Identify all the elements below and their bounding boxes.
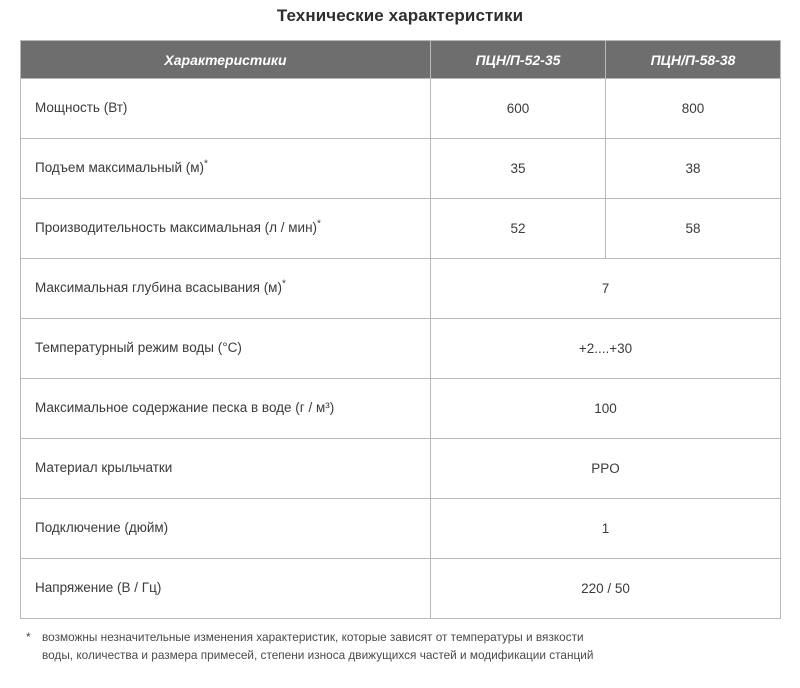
table-row xyxy=(21,379,781,439)
table-row xyxy=(21,439,781,499)
table-row xyxy=(21,559,781,619)
table-row xyxy=(21,79,781,139)
cell-value-model-1: 35 xyxy=(431,139,606,199)
table-row xyxy=(21,139,781,199)
cell-parameter xyxy=(21,259,431,319)
column-header-parameter: Характеристики xyxy=(21,41,431,79)
cell-parameter xyxy=(21,139,431,199)
cell-parameter xyxy=(21,499,431,559)
parameter-label: Подъем максимальный (м) xyxy=(35,160,205,176)
table-row xyxy=(21,319,781,379)
parameter-label: Напряжение (В / Гц) xyxy=(35,580,162,596)
footnote-line-1: возможны незначительные изменения характеристик, которые зависят от температуры и вязкости xyxy=(42,630,584,644)
table-header xyxy=(21,41,781,79)
cell-parameter xyxy=(21,79,431,139)
cell-parameter xyxy=(21,559,431,619)
column-header-model-2: ПЦН/П-58-38 xyxy=(606,41,781,79)
cell-value-shared: 100 xyxy=(431,379,781,439)
parameter-label: Максимальная глубина всасывания (м) xyxy=(35,280,282,296)
footnote-line-2: воды, количества и размера примесей, степени износа движущихся частей и модификации станций xyxy=(42,648,594,663)
footnote-marker-icon: * xyxy=(281,278,286,290)
table-row xyxy=(21,259,781,319)
footnote-marker-icon: * xyxy=(317,218,321,230)
cell-value-shared: +2....+30 xyxy=(431,319,781,379)
page-title: Технические характеристики xyxy=(276,6,524,25)
cell-value-shared: 7 xyxy=(431,259,781,319)
cell-value-model-2: 38 xyxy=(606,139,781,199)
cell-value-shared: PPO xyxy=(431,439,781,499)
parameter-label: Мощность (Вт) xyxy=(35,100,128,116)
specifications-table xyxy=(20,40,781,619)
cell-parameter xyxy=(21,199,431,259)
cell-value-shared: 220 / 50 xyxy=(431,559,781,619)
parameter-label: Температурный режим воды (°С) xyxy=(35,340,242,356)
cell-value-model-1: 600 xyxy=(431,79,606,139)
cell-parameter xyxy=(21,379,431,439)
cell-value-shared: 1 xyxy=(431,499,781,559)
parameter-label: Материал крыльчатки xyxy=(35,460,173,476)
table-row xyxy=(21,499,781,559)
parameter-label: Подключение (дюйм) xyxy=(35,520,169,536)
parameter-label: Производительность максимальная (л / мин) xyxy=(35,220,318,236)
cell-value-model-2: 800 xyxy=(606,79,781,139)
footnote-marker-icon: * xyxy=(204,158,208,170)
cell-parameter xyxy=(21,319,431,379)
cell-value-model-1: 52 xyxy=(431,199,606,259)
cell-value-model-2: 58 xyxy=(606,199,781,259)
footnote xyxy=(20,628,780,665)
table-header-row xyxy=(21,41,781,79)
footnote-star-icon: * xyxy=(26,630,31,644)
cell-parameter xyxy=(21,439,431,499)
column-header-model-1: ПЦН/П-52-35 xyxy=(431,41,606,79)
parameter-label: Максимальное содержание песка в воде (г / м³) xyxy=(35,400,335,416)
table-body xyxy=(21,79,781,619)
table-row xyxy=(21,199,781,259)
